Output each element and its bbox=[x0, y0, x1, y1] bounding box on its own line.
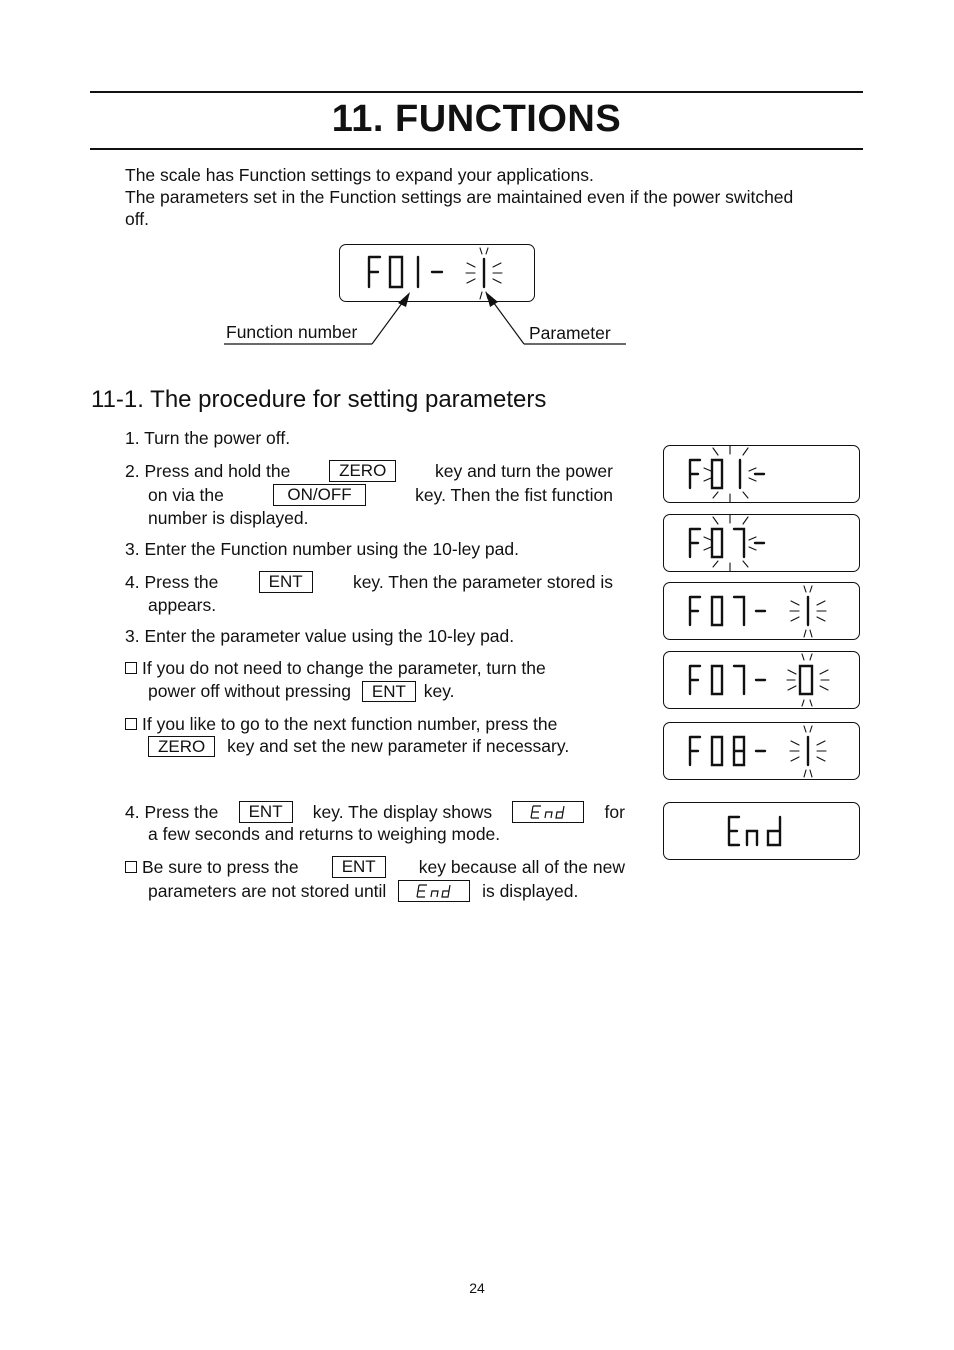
title-top-rule bbox=[90, 91, 863, 93]
lcd-display-f08-1 bbox=[663, 722, 860, 780]
note-1-text-c: key. bbox=[423, 681, 455, 701]
ent-key: ENT bbox=[259, 571, 313, 593]
step-2-text-d: key. Then the fist function bbox=[415, 485, 613, 505]
step-6-line-1 bbox=[125, 801, 625, 823]
step-5: 3. Enter the parameter value using the 10-ley pad. bbox=[125, 626, 515, 646]
page-title: 11. FUNCTIONS bbox=[331, 98, 622, 140]
note-3-text-b: key because all of the new bbox=[418, 857, 625, 877]
note-2-text-a: If you like to go to the next function number, press the bbox=[142, 714, 558, 734]
lcd-digits bbox=[664, 446, 859, 502]
lcd-display-f07-0 bbox=[663, 651, 860, 709]
checkbox-icon bbox=[125, 718, 137, 730]
step-4-line-2: appears. bbox=[148, 595, 217, 615]
ent-key: ENT bbox=[362, 681, 416, 702]
checkbox-icon bbox=[125, 861, 137, 873]
intro-line-1: The scale has Function settings to expand your applications. bbox=[125, 165, 594, 185]
lcd-digits bbox=[664, 515, 859, 571]
zero-key: ZERO bbox=[329, 460, 396, 482]
note-3-line-2 bbox=[148, 880, 578, 902]
end-segment-icon bbox=[399, 881, 469, 901]
end-segment-box bbox=[512, 801, 584, 823]
note-1-line-1 bbox=[125, 657, 613, 679]
lcd-digits bbox=[664, 652, 859, 708]
checkbox-icon bbox=[125, 662, 137, 674]
step-6-text-b: key. The display shows bbox=[312, 802, 493, 822]
step-2-text-c: on via the bbox=[148, 485, 224, 505]
note-2-line-2 bbox=[145, 735, 569, 757]
function-number-label: Function number bbox=[226, 322, 358, 342]
step-2-line-1 bbox=[125, 460, 613, 482]
note-1-line-2 bbox=[148, 680, 455, 702]
note-1-text-b: power off without pressing bbox=[148, 681, 351, 701]
step-2-line-3: number is displayed. bbox=[148, 508, 309, 528]
note-3-line-1 bbox=[125, 856, 625, 878]
end-segment-label: End bbox=[513, 802, 516, 803]
lcd-digits bbox=[664, 803, 859, 859]
ent-key: ENT bbox=[239, 801, 293, 823]
step-4-text-b: key. Then the parameter stored is bbox=[352, 572, 613, 592]
lcd-display-f07 bbox=[663, 514, 860, 572]
note-3-text-d: is displayed. bbox=[482, 881, 579, 901]
note-2-line-1 bbox=[125, 713, 557, 735]
step-6-text-c: for bbox=[604, 802, 625, 822]
note-1-text-a: If you do not need to change the parameter, turn the bbox=[142, 658, 546, 678]
step-2-text-b: key and turn the power bbox=[434, 461, 613, 481]
step-4-line-1 bbox=[125, 571, 613, 593]
page-number: 24 bbox=[469, 1280, 485, 1296]
lcd-digits bbox=[664, 723, 859, 779]
step-3: 3. Enter the Function number using the 10-ley pad. bbox=[125, 539, 519, 559]
note-2-text-b: key and set the new parameter if necessary. bbox=[227, 736, 570, 756]
title-bottom-rule bbox=[90, 148, 863, 150]
step-1: 1. Turn the power off. bbox=[125, 428, 291, 448]
lcd-display-end bbox=[663, 802, 860, 860]
step-2-text-a: 2. Press and hold the bbox=[125, 461, 291, 481]
ent-key: ENT bbox=[332, 856, 386, 878]
step-6-text-a: 4. Press the bbox=[125, 802, 219, 822]
section-heading: 11-1. The procedure for setting parameters bbox=[91, 386, 547, 413]
step-2-line-2 bbox=[148, 484, 613, 506]
end-segment-box bbox=[398, 880, 470, 902]
step-4-text-a: 4. Press the bbox=[125, 572, 219, 592]
intro-line-3: off. bbox=[125, 209, 150, 229]
lcd-display-f07-1 bbox=[663, 582, 860, 640]
on-off-key: ON/OFF bbox=[273, 484, 365, 506]
note-3-text-c: parameters are not stored until bbox=[148, 881, 387, 901]
lcd-display-f01 bbox=[663, 445, 860, 503]
parameter-label: Parameter bbox=[529, 323, 611, 343]
step-6-line-2: a few seconds and returns to weighing mode. bbox=[148, 824, 501, 844]
zero-key: ZERO bbox=[148, 736, 215, 757]
end-segment-icon bbox=[513, 802, 583, 822]
intro-line-2: The parameters set in the Function settings are maintained even if the power switched bbox=[125, 187, 794, 207]
lcd-digits bbox=[664, 583, 859, 639]
note-3-text-a: Be sure to press the bbox=[142, 857, 299, 877]
